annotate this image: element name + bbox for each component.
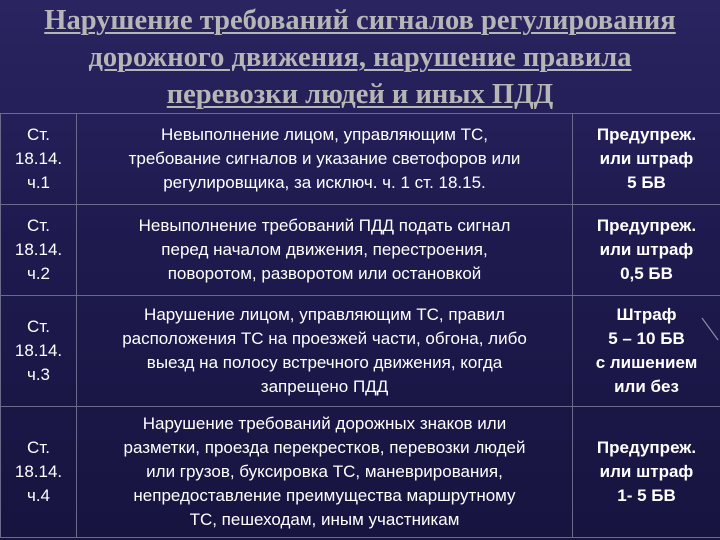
article-cell (1, 407, 77, 538)
penalty-cell (573, 296, 720, 407)
description-cell (77, 205, 573, 296)
description-line: Невыполнение требований ПДД подать сигнал (138, 216, 511, 235)
article-prefix: Ст. (27, 438, 50, 457)
article-number: 18.14. (14, 462, 63, 481)
penalty-line: или штраф (599, 149, 694, 168)
table-row (1, 205, 720, 296)
table-row (1, 296, 720, 407)
title-line-3: перевозки людей и иных ПДД (166, 79, 554, 110)
article-number: 18.14. (14, 341, 63, 360)
penalty-cell (573, 205, 720, 296)
description-line: или грузов, буксировка ТС, маневрирования, (146, 462, 503, 481)
penalty-line: Предупреж. (596, 125, 697, 144)
article-part: ч.2 (26, 264, 51, 283)
article-part: ч.4 (26, 486, 51, 505)
article-number: 18.14. (14, 240, 63, 259)
penalty-cell (573, 114, 720, 205)
penalty-line: 5 БВ (627, 173, 666, 192)
table-row (1, 114, 720, 205)
article-cell (1, 296, 77, 407)
description-line: расположения ТС на проезжей части, обгона, либо (122, 329, 527, 348)
description-line: запрещено ПДД (260, 377, 389, 396)
table-row (1, 407, 720, 538)
penalty-line: 0,5 БВ (620, 264, 673, 283)
article-part: ч.3 (26, 365, 51, 384)
penalty-line: или без (614, 377, 679, 396)
penalty-line: Предупреж. (596, 216, 697, 235)
description-line: Нарушение лицом, управляющим ТС, правил (144, 305, 505, 324)
article-prefix: Ст. (27, 216, 50, 235)
description-line: перед началом движения, перестроения, (161, 240, 488, 259)
penalty-line: 5 – 10 БВ (608, 329, 685, 348)
penalty-line: или штраф (599, 240, 694, 259)
description-cell (77, 407, 573, 538)
description-line: непредоставление преимущества маршрутному (133, 486, 516, 505)
penalty-line: Штраф (616, 305, 677, 324)
description-cell (77, 114, 573, 205)
article-cell (1, 114, 77, 205)
description-line: выезд на полосу встречного движения, когда (146, 353, 503, 372)
page-title (0, 2, 720, 113)
penalty-line: 1- 5 БВ (617, 486, 676, 505)
article-prefix: Ст. (27, 317, 50, 336)
article-cell (1, 205, 77, 296)
penalty-line: Предупреж. (596, 438, 697, 457)
title-line-2: дорожного движения, нарушение правила (88, 42, 632, 73)
penalty-cell (573, 407, 720, 538)
penalty-line: или штраф (599, 462, 694, 481)
violations-table (0, 113, 720, 538)
penalty-line: с лишением (595, 353, 698, 372)
description-line: регулировщика, за исключ. ч. 1 ст. 18.15. (163, 173, 486, 192)
title-line-1: Нарушение требований сигналов регулирования (44, 5, 676, 36)
article-prefix: Ст. (27, 125, 50, 144)
decorative-stroke (700, 316, 720, 342)
description-line: ТС, пешеходам, иным участникам (189, 510, 460, 529)
article-number: 18.14. (14, 149, 63, 168)
description-line: требование сигналов и указание светофоров или (128, 149, 521, 168)
description-line: разметки, проезда перекрестков, перевозки людей (123, 438, 526, 457)
description-cell (77, 296, 573, 407)
description-line: поворотом, разворотом или остановкой (167, 264, 482, 283)
description-line: Нарушение требований дорожных знаков или (142, 414, 507, 433)
article-part: ч.1 (26, 173, 51, 192)
description-line: Невыполнение лицом, управляющим ТС, (160, 125, 489, 144)
